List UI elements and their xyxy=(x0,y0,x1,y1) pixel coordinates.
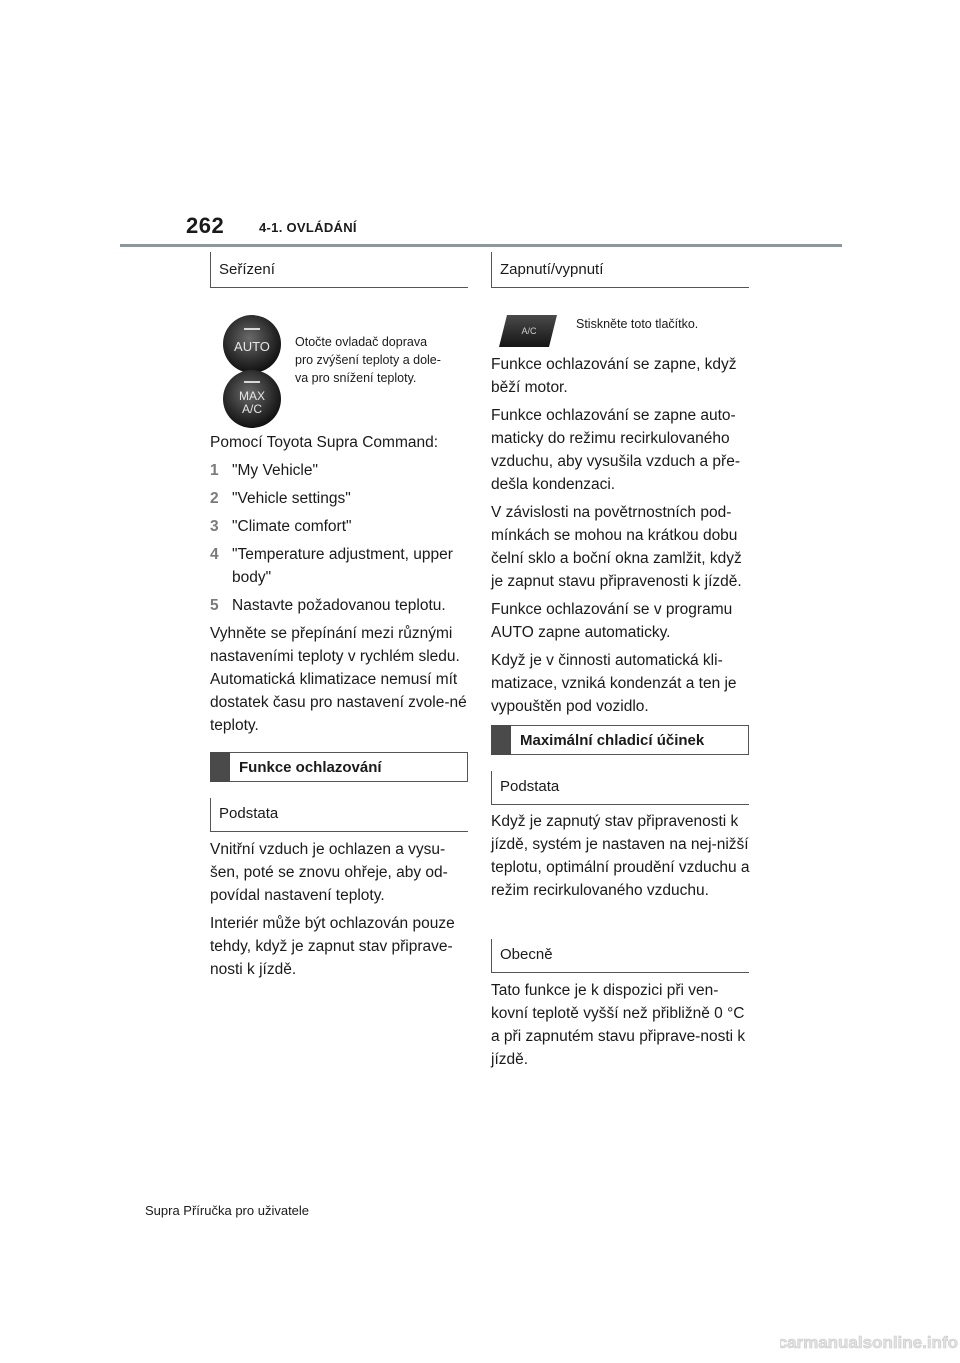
paragraph: Když je v činnosti automatická kli-matizace, vzniká kondenzát a ten je vypouštěn pod vozidlo. xyxy=(491,652,737,715)
heading-zapnuti-vypnuti xyxy=(491,252,749,288)
heading-podstata-label: Podstata xyxy=(500,778,560,795)
section-title: Funkce ochlazování xyxy=(239,759,382,776)
section-title: Maximální chladicí účinek xyxy=(520,732,705,749)
step-item xyxy=(210,594,468,617)
heading-obecne-label: Obecně xyxy=(500,946,553,963)
knob-caption xyxy=(295,333,470,387)
right-obecne-body xyxy=(491,979,753,1076)
knob-caption-line: va pro snížení teploty. xyxy=(295,371,417,385)
section-maximalni-chladici-ucinek xyxy=(491,725,749,755)
step-number: 4 xyxy=(210,546,219,563)
left-body xyxy=(210,431,468,742)
heading-podstata-label: Podstata xyxy=(219,805,279,822)
step-number: 5 xyxy=(210,597,219,614)
section-marker xyxy=(210,752,230,782)
step-text: "My Vehicle" xyxy=(232,462,318,479)
step-item xyxy=(210,487,468,510)
max-ac-button-icon xyxy=(222,369,282,429)
heading-serizeni-label: Seřízení xyxy=(219,261,275,278)
step-item xyxy=(210,515,468,538)
knob-caption-line: pro zvýšení teploty a dole- xyxy=(295,353,441,367)
ac-button-icon xyxy=(497,313,559,349)
heading-serizeni xyxy=(210,252,468,288)
section-marker xyxy=(491,725,511,755)
paragraph: Když je zapnutý stav připravenosti k jízdě, systém je nastaven na nej-nižší teplotu, optimální proudění vzduchu a režim recirkulovaného vzduchu. xyxy=(491,813,750,899)
step-text: "Vehicle settings" xyxy=(232,490,351,507)
heading-podstata-left xyxy=(210,798,468,832)
paragraph: Funkce ochlazování se zapne auto-maticky do režimu recirkulovaného vzduchu, aby vysušila vzduch a pře-dešla kondenzaci. xyxy=(491,407,740,493)
heading-podstata-right xyxy=(491,771,749,805)
step-text: Nastavte požadovanou teplotu. xyxy=(232,597,446,614)
ac-caption: Stiskněte toto tlačítko. xyxy=(576,317,699,331)
paragraph: Tato funkce je k dispozici při ven-kovní teplotě vyšší než přibližně 0 °C a při zapnutém stavu připrave-nosti k jízdě. xyxy=(491,982,746,1068)
auto-button-icon xyxy=(222,314,282,374)
heading-zapnuti-label: Zapnutí/vypnutí xyxy=(500,261,604,278)
watermark-text: carmanualsonline.info xyxy=(780,1333,958,1352)
heading-obecne xyxy=(491,939,749,973)
step-item xyxy=(210,459,468,482)
chapter-title: 4-1. OVLÁDÁNÍ xyxy=(259,220,357,235)
footer-text: Supra Příručka pro uživatele xyxy=(145,1203,310,1218)
watermark-logo xyxy=(780,1320,960,1358)
step-number: 3 xyxy=(210,518,219,535)
step-number: 2 xyxy=(210,490,219,507)
intro-text: Pomocí Toyota Supra Command: xyxy=(210,434,439,451)
page-number: 262 xyxy=(186,213,225,238)
step-text: "Temperature adjustment, upper body" xyxy=(232,546,453,586)
step-text: "Climate comfort" xyxy=(232,518,352,535)
max-text: MAX xyxy=(238,389,266,403)
paragraph: Vnitřní vzduch je ochlazen a vysu-šen, poté se znovu ohřeje, aby od-povídal nastavení teploty. xyxy=(210,841,448,904)
paragraph: Funkce ochlazování se v programu AUTO zapne automaticky. xyxy=(491,601,733,641)
warning-text: Vyhněte se přepínání mezi různými nastaveními teploty v rychlém sledu. Automatická klimatizace nemusí mít dostatek času pro nastavení zvole-né teploty. xyxy=(210,625,467,734)
left-podstata-body xyxy=(210,838,468,986)
paragraph: Funkce ochlazování se zapne, když běží motor. xyxy=(491,356,737,396)
right-body xyxy=(491,353,753,723)
ac-text: A/C xyxy=(241,402,263,416)
ac-button-text: A/C xyxy=(521,326,537,336)
paragraph: Interiér může být ochlazován pouze tehdy, když je zapnut stav připrave-nosti k jízdě. xyxy=(210,915,455,978)
step-number: 1 xyxy=(210,462,219,479)
paragraph: V závislosti na povětrnostních pod-mínkách se mohou na krátkou dobu čelní sklo a boční okna zamlžit, když je zapnut stavu připravenosti k jízdě. xyxy=(491,504,742,590)
section-funkce-ochlazovani xyxy=(210,752,468,782)
knob-caption-line: Otočte ovladač doprava xyxy=(295,335,428,349)
step-item xyxy=(210,543,468,589)
header-rule xyxy=(120,244,842,247)
right-podstata-body xyxy=(491,810,753,907)
auto-text: AUTO xyxy=(234,339,270,354)
